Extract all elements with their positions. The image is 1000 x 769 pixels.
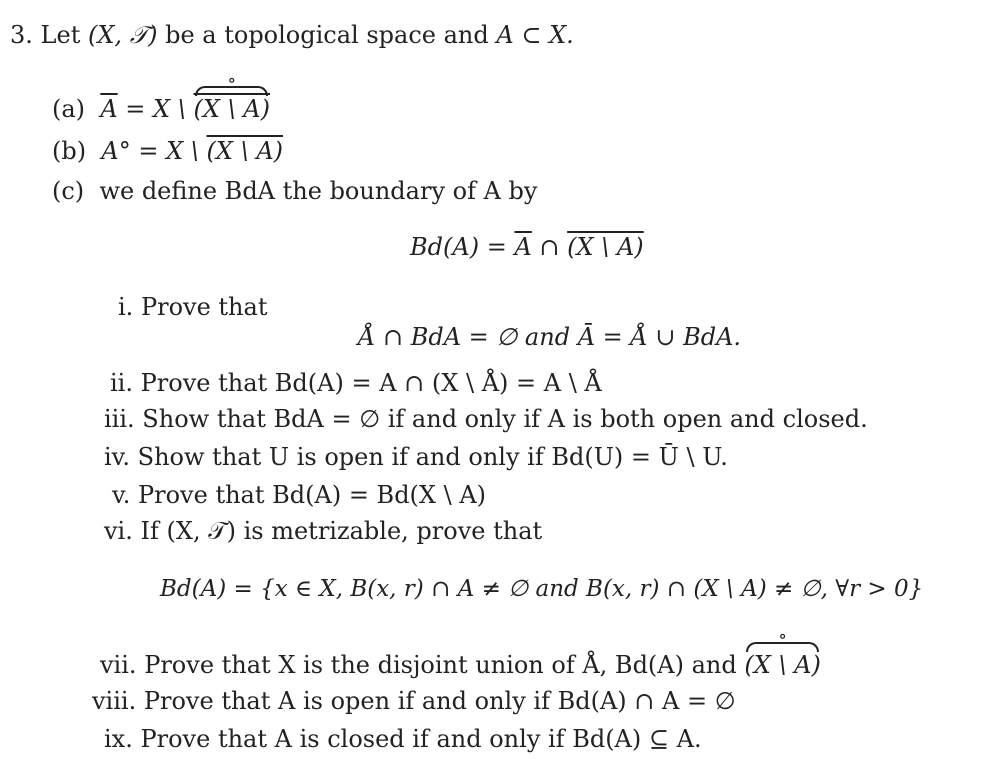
item-i-text: Prove that (140, 293, 268, 321)
item-iii-text: Show that BdA = ∅ if and only if A is both open and closed. (142, 405, 868, 433)
item-viii (92, 686, 736, 716)
item-vi-label: vi. (104, 517, 133, 545)
part-b-lhs: A° (101, 137, 131, 165)
part-c (52, 176, 537, 206)
item-iv (104, 442, 728, 472)
item-iii-label: iii. (104, 405, 135, 433)
item-i-formula: Å ∩ BdA = ∅ and Ā = Å ∪ BdA. (358, 323, 742, 351)
item-iv-text: Show that U is open if and only if Bd(U) = Ū \ U. (137, 443, 728, 471)
part-a-lhs: $\overline{A}$ (100, 95, 118, 123)
problem-statement (10, 20, 574, 50)
boundary-lhs: Bd(A) = (410, 233, 507, 261)
item-iv-label: iv. (104, 443, 131, 471)
item-viii-label: viii. (92, 687, 137, 715)
part-c-text: we define BdA the boundary of A by (99, 177, 538, 205)
item-i (118, 292, 267, 322)
item-vii-interior-brace: (X \ A) ∘ (744, 648, 821, 680)
boundary-closure-complement: (X \ A) (567, 233, 644, 261)
boundary-closure-a: $\overline{A}$ (514, 233, 532, 261)
item-ii (110, 368, 602, 398)
item-vii-label: vii. (100, 651, 137, 679)
item-vi-formula: Bd(A) = {x ∈ X, B(x, r) ∩ A ≠ ∅ and B(x, r) ∩ (X \ A) ≠ ∅, ∀r > 0} (160, 576, 924, 602)
part-b (52, 136, 283, 166)
item-i-label: i. (118, 293, 134, 321)
part-b-label: (b) (52, 137, 87, 165)
part-a-label: (a) (52, 95, 86, 123)
item-vii (100, 648, 821, 680)
part-b-closure: (X \ A) (206, 137, 284, 165)
item-ix-text: Prove that A is closed if and only if Bd(A) ⊆ A. (140, 725, 702, 753)
problem-number: 3. (10, 21, 33, 49)
boundary-cap: ∩ (539, 233, 560, 261)
part-a-rhs-pre: = X \ (125, 95, 186, 123)
part-c-label: (c) (52, 177, 85, 205)
item-vi-text: If (X, 𝒯) is metrizable, prove that (140, 517, 543, 545)
item-v-label: v. (112, 481, 131, 509)
boundary-definition (410, 232, 644, 262)
item-vi (104, 516, 542, 546)
part-a-interior-brace: (X \ A) ∘ (193, 92, 270, 124)
item-iii (104, 404, 868, 434)
problem-intro: Let (40, 21, 81, 49)
item-ix-label: ix. (104, 725, 133, 753)
item-vii-text: Prove that X is the disjoint union of Å, Bd(A) and (144, 651, 737, 679)
item-v (112, 480, 486, 510)
subset-notation: A ⊂ X. (496, 21, 574, 49)
part-b-rhs-pre: = X \ (138, 137, 199, 165)
item-v-text: Prove that Bd(A) = Bd(X \ A) (137, 481, 487, 509)
item-viii-text: Prove that A is open if and only if Bd(A) ∩ A = ∅ (143, 687, 736, 715)
item-ix (104, 724, 702, 754)
part-a (52, 92, 270, 124)
item-ii-text: Prove that Bd(A) = A ∩ (X \ Å) = A \ Å (140, 369, 602, 397)
problem-intro-rest: be a topological space and (165, 21, 489, 49)
space-notation: (X, 𝒯) (87, 21, 158, 49)
item-ii-label: ii. (110, 369, 133, 397)
